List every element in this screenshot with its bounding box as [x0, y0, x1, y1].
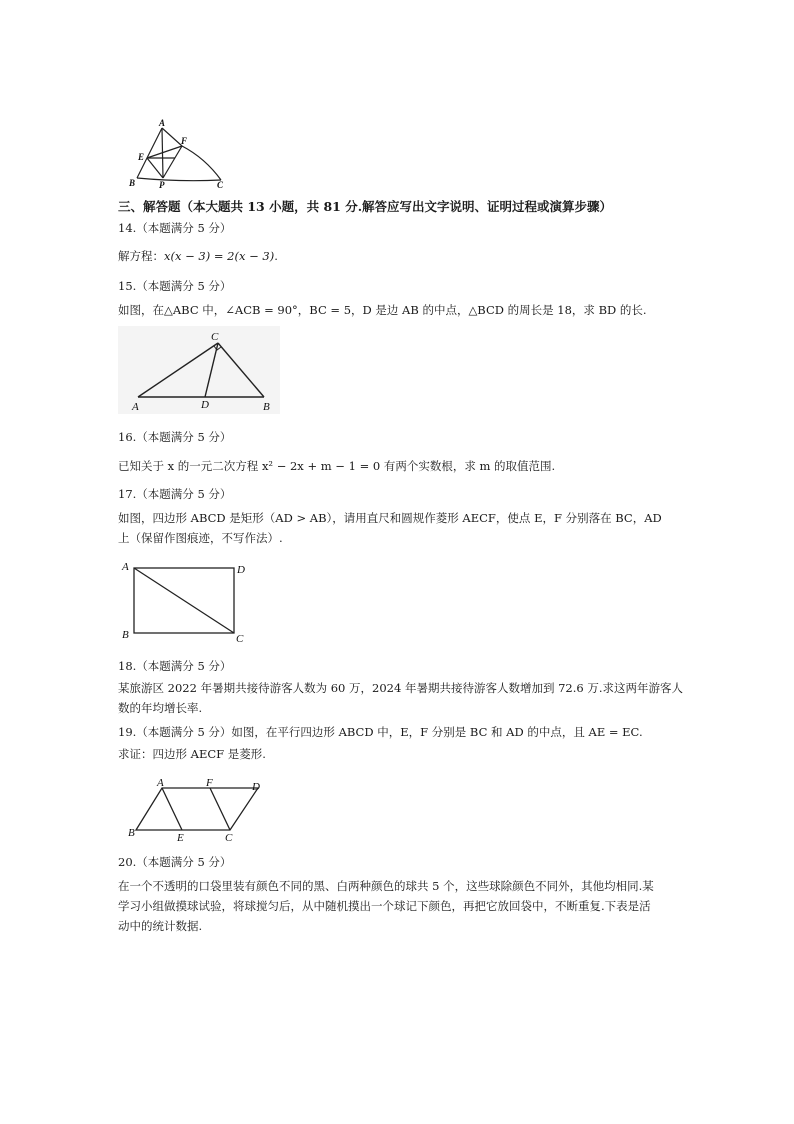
label-d: D: [201, 399, 209, 411]
q15-text: 如图，在△ABC 中，∠ACB = 90°，BC = 5，D 是边 AB 的中点，△BCD 的周长是 18，求 BD 的长.: [118, 303, 647, 317]
label-f: F: [181, 136, 188, 146]
label-e: E: [138, 152, 145, 162]
q16-text: 已知关于 x 的一元二次方程 x² − 2x + m − 1 = 0 有两个实数根，求 m 的取值范围.: [118, 459, 556, 473]
label-d: D: [252, 781, 260, 793]
q17-header: 17.（本题满分 5 分）: [118, 487, 232, 501]
label-c: C: [211, 331, 219, 343]
q14-header: 14.（本题满分 5 分）: [118, 221, 232, 235]
q14-suffix: .: [274, 249, 278, 263]
q20-text-line1: 在一个不透明的口袋里装有颜色不同的黑、白两种颜色的球共 5 个，这些球除颜色不同外，其他均相同.某: [118, 879, 654, 893]
q14-prefix: 解方程：: [118, 249, 164, 263]
q17-text-line2: 上（保留作图痕迹，不写作法）.: [118, 531, 283, 545]
q18-text-line2: 数的年均增长率.: [118, 701, 203, 715]
q18-text-line1: 某旅游区 2022 年暑期共接待游客人数为 60 万，2024 年暑期共接待游客人数增加到 72.6 万.求这两年游客人: [118, 681, 684, 695]
q17-text-line1: 如图，四边形 ABCD 是矩形（AD > AB），请用直尺和圆规作菱形 AECF，使点 E，F 分别落在 BC，AD: [118, 511, 662, 525]
label-b: B: [129, 178, 136, 188]
label-d: D: [237, 564, 245, 576]
q19-text-line2: 求证：四边形 AECF 是菱形.: [118, 747, 266, 761]
label-a: A: [159, 118, 166, 128]
label-c: C: [236, 633, 244, 645]
label-c: C: [225, 832, 233, 842]
figure-rectangle-abcd: [118, 558, 252, 646]
label-p: P: [159, 180, 165, 190]
q20-text-line2: 学习小组做摸球试验，将球搅匀后，从中随机摸出一个球记下颜色，再把它放回袋中，不断重复.下表是活: [118, 899, 651, 913]
figure-parallelogram-abcd: [124, 776, 272, 842]
label-a: A: [132, 401, 139, 413]
label-c: C: [217, 180, 224, 190]
label-a: A: [157, 777, 164, 789]
q15-header: 15.（本题满分 5 分）: [118, 279, 232, 293]
label-f: F: [206, 777, 213, 789]
label-b: B: [128, 827, 135, 839]
label-b: B: [263, 401, 270, 413]
q20-header: 20.（本题满分 5 分）: [118, 855, 232, 869]
q14-body: [118, 248, 278, 264]
figure-triangle-abc-d: [118, 326, 280, 414]
figure-triangle-efp: [125, 118, 235, 190]
label-b: B: [122, 629, 129, 641]
q18-header: 18.（本题满分 5 分）: [118, 659, 232, 673]
q14-equation: x(x − 3) = 2(x − 3): [164, 249, 275, 263]
q19-text-line1: 19.（本题满分 5 分）如图，在平行四边形 ABCD 中，E，F 分别是 BC 和 AD 的中点，且 AE = EC.: [118, 725, 643, 739]
label-a: A: [122, 561, 129, 573]
section-heading: 三、解答题（本大题共 13 小题，共 81 分.解答应写出文字说明、证明过程或演算步骤）: [118, 199, 613, 214]
label-e: E: [177, 832, 184, 842]
q20-text-line3: 动中的统计数据.: [118, 919, 203, 933]
q16-header: 16.（本题满分 5 分）: [118, 430, 232, 444]
